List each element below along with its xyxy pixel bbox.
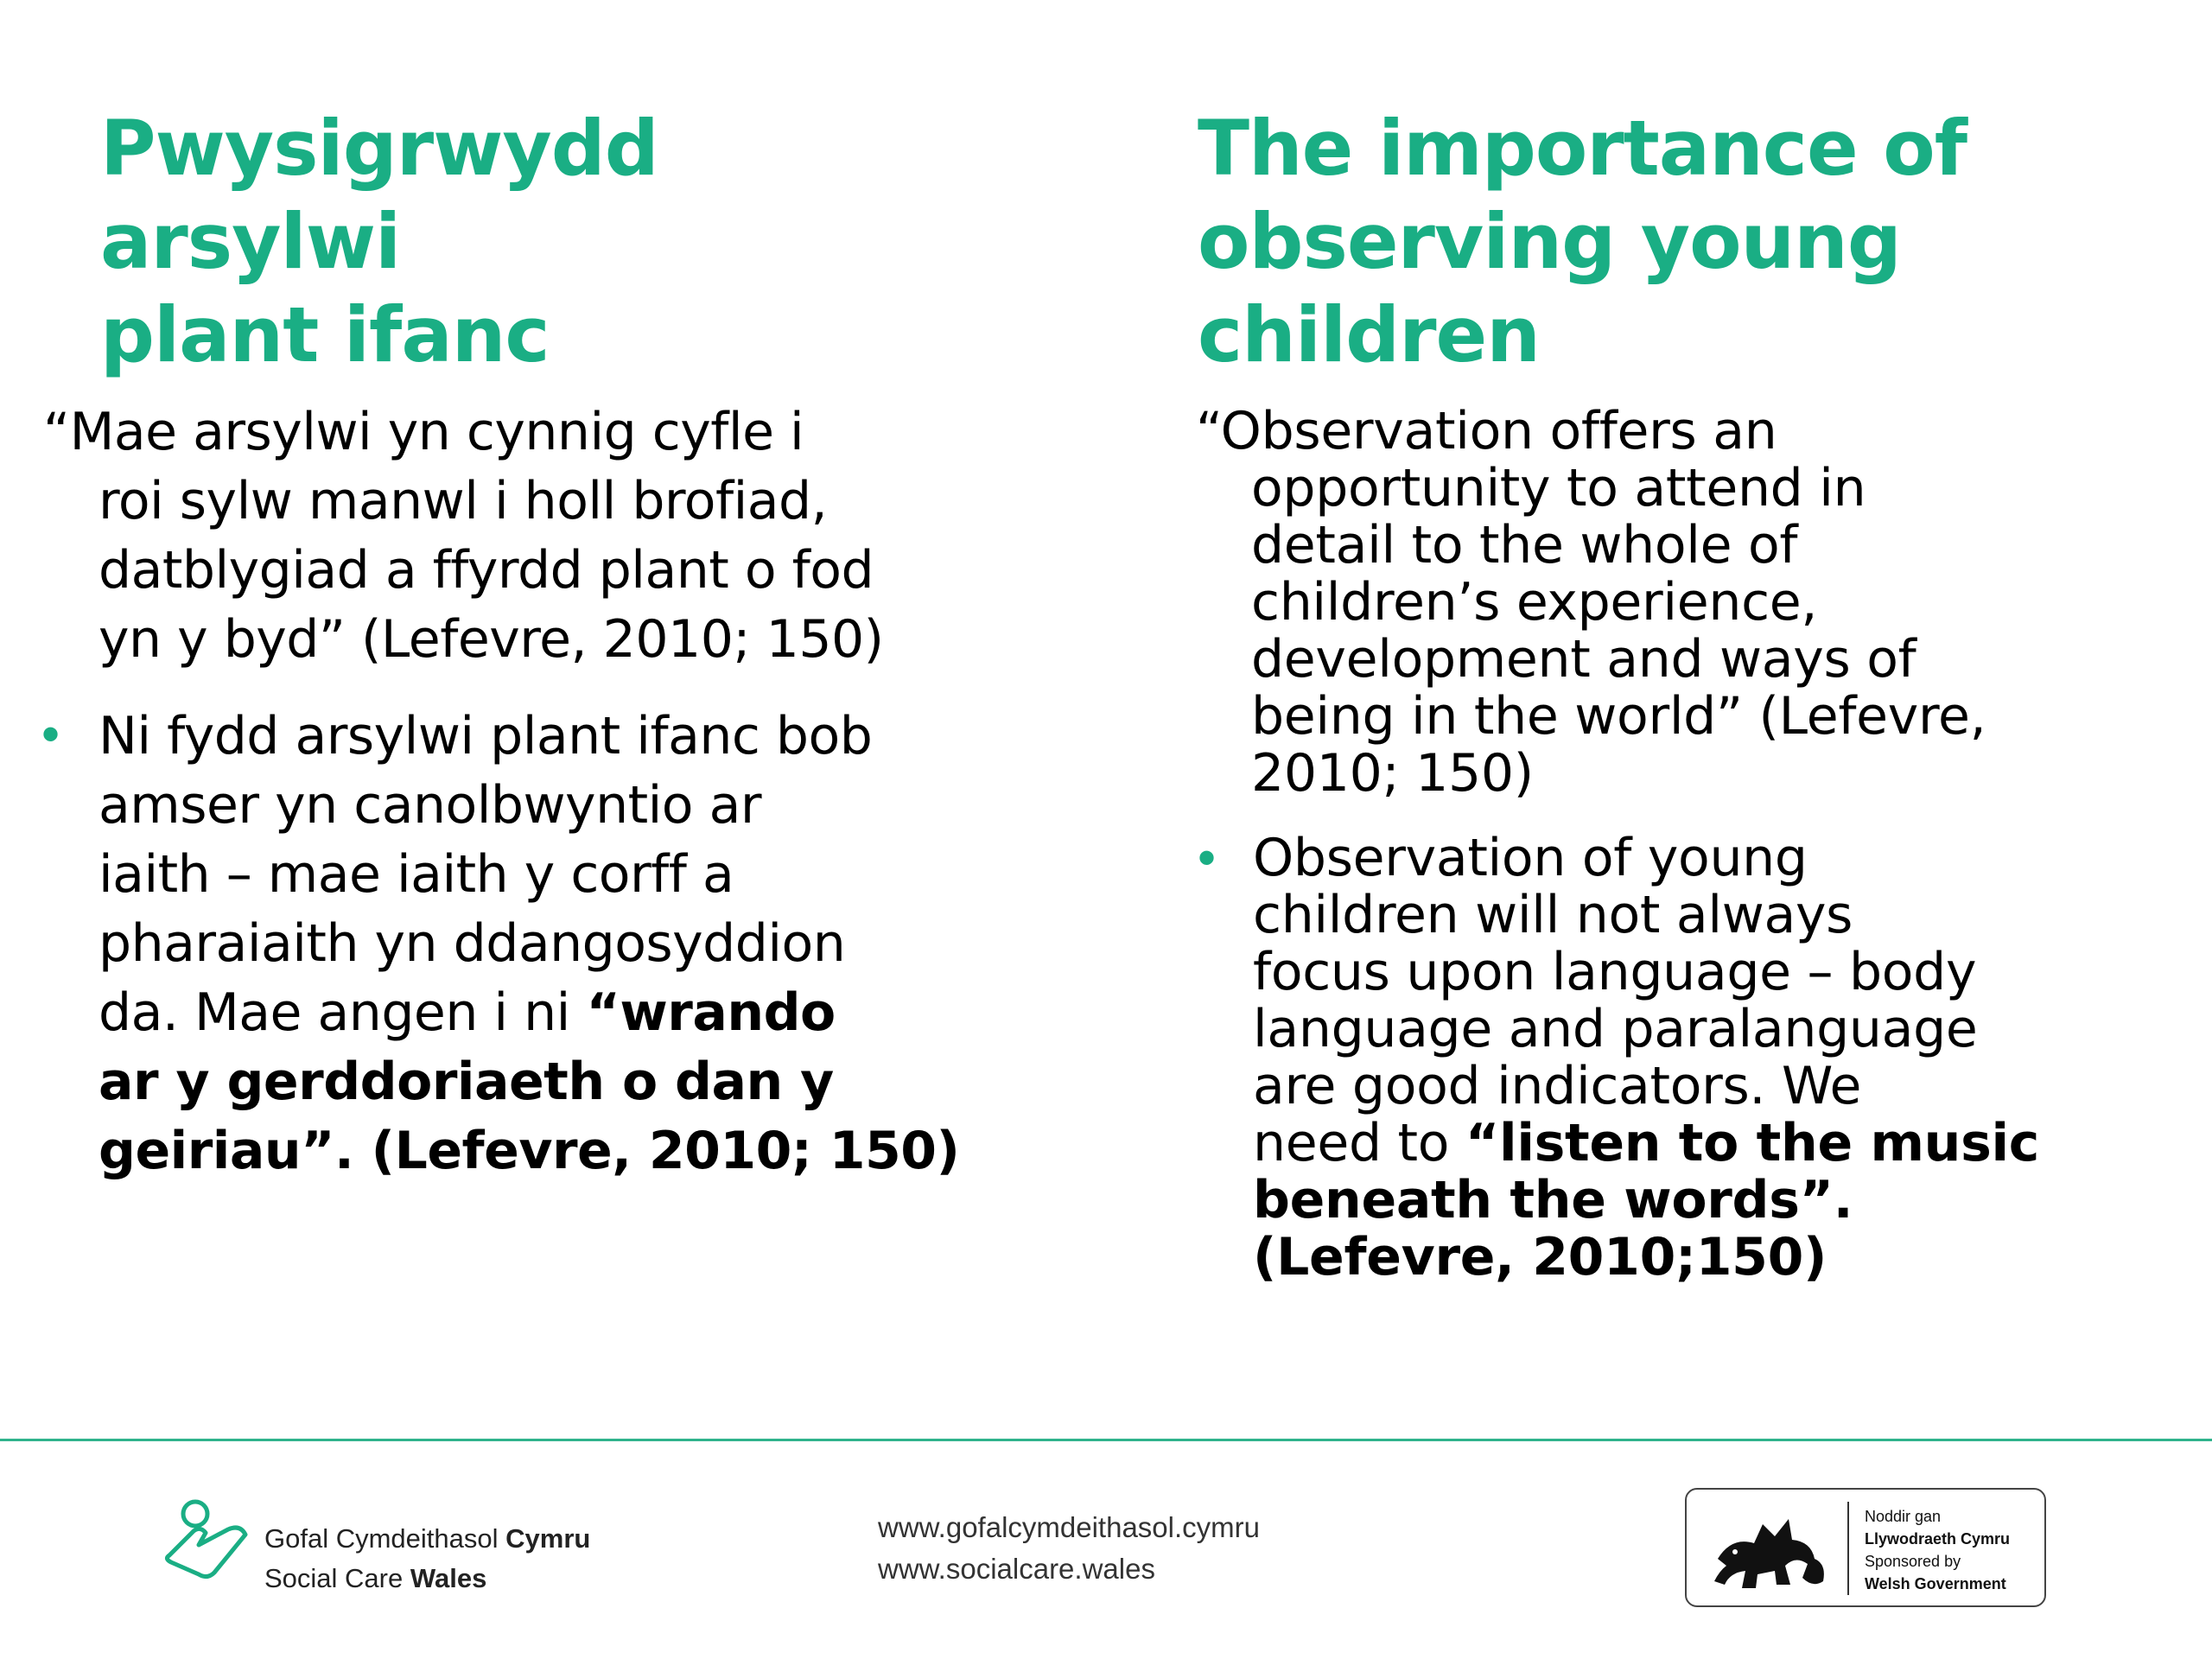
left-bullet-bold: “wrando: [586, 982, 836, 1043]
sponsor-line: Welsh Government: [1865, 1575, 2006, 1592]
left-bullet-plain: da. Mae angen i ni: [99, 982, 587, 1043]
right-bullet-line: language and paralanguage: [1253, 999, 1978, 1059]
left-heading-line: Pwysigrwydd arsylwi: [100, 104, 658, 286]
website-welsh-link[interactable]: www.gofalcymdeithasol.cymru: [878, 1511, 1260, 1543]
right-quote-line: children’s experience,: [1251, 572, 1818, 632]
left-bullet-bold-line: ar y gerddoriaeth o dan y: [99, 1052, 834, 1112]
left-quote: [43, 397, 884, 674]
right-quote-line: being in the world” (Lefevre,: [1251, 686, 1986, 747]
sponsor-line: Noddir gan: [1865, 1508, 1942, 1525]
footer-divider: [0, 1439, 2212, 1441]
right-bullet-icon: •: [1198, 829, 1217, 887]
website-english-link[interactable]: www.socialcare.wales: [878, 1553, 1155, 1585]
right-heading-line: children: [1198, 290, 1540, 379]
sponsor-text: [1865, 1505, 2010, 1595]
left-heading: [100, 102, 964, 382]
badge-divider: [1847, 1502, 1849, 1595]
right-heading-line: observing young: [1198, 197, 1901, 286]
right-heading: [1198, 102, 2062, 382]
right-bullet-bold-line: beneath the words”.: [1253, 1170, 1853, 1230]
footer-websites: [878, 1507, 1260, 1590]
left-bullet-bold-line: geiriau”. (Lefevre, 2010; 150): [99, 1121, 960, 1181]
right-bullet-bold: “listen to the music: [1465, 1113, 2040, 1173]
right-bullet-line: Observation of young: [1253, 828, 1808, 888]
sponsor-line: Llywodraeth Cymru: [1865, 1530, 2011, 1548]
brand-line-welsh: Gofal Cymdeithasol Cymru: [264, 1523, 591, 1554]
right-quote-line: “Observation offers an: [1196, 401, 1777, 461]
left-bullet-icon: •: [41, 705, 60, 763]
welsh-government-badge: [1685, 1488, 2046, 1607]
brand-name: [264, 1519, 590, 1599]
left-bullet-line: pharaiaith yn ddangosyddion: [99, 913, 846, 974]
left-quote-line: roi sylw manwl i holl brofiad,: [99, 471, 828, 531]
left-bullet-line: iaith – mae iaith y corff a: [99, 844, 734, 905]
left-bullet-line: amser yn canolbwyntio ar: [99, 775, 762, 836]
brand-line-english: Social Care Wales: [264, 1563, 487, 1593]
left-quote-line: yn y byd” (Lefevre, 2010; 150): [99, 609, 884, 670]
welsh-dragon-icon: [1706, 1502, 1835, 1597]
right-quote-line: detail to the whole of: [1251, 515, 1798, 575]
right-quote-line: development and ways of: [1251, 629, 1916, 690]
left-heading-line: plant ifanc: [100, 290, 550, 379]
sponsor-line: Sponsored by: [1865, 1553, 1961, 1570]
right-bullet-text: [1253, 830, 2039, 1286]
right-bullet-bold-line: (Lefevre, 2010;150): [1253, 1227, 1827, 1287]
right-bullet-line: children will not always: [1253, 885, 1853, 945]
right-heading-line: The importance of: [1198, 104, 1967, 193]
left-bullet-line-mixed: [99, 978, 959, 1047]
left-bullet-line: Ni fydd arsylwi plant ifanc bob: [99, 706, 873, 766]
right-bullet-line: focus upon language – body: [1253, 942, 1977, 1002]
right-quote-line: opportunity to attend in: [1251, 458, 1866, 518]
right-quote: [1196, 403, 1986, 802]
right-quote-line: 2010; 150): [1251, 743, 1534, 804]
left-bullet-text: [99, 702, 959, 1185]
right-bullet-plain: need to: [1253, 1113, 1465, 1173]
social-care-wales-logo-icon: [161, 1495, 256, 1590]
left-quote-line: “Mae arsylwi yn cynnig cyfle i: [43, 402, 804, 462]
left-quote-line: datblygiad a ffyrdd plant o fod: [99, 540, 874, 601]
right-bullet-line-mixed: [1253, 1115, 2039, 1172]
right-bullet-line: are good indicators. We: [1253, 1056, 1862, 1116]
